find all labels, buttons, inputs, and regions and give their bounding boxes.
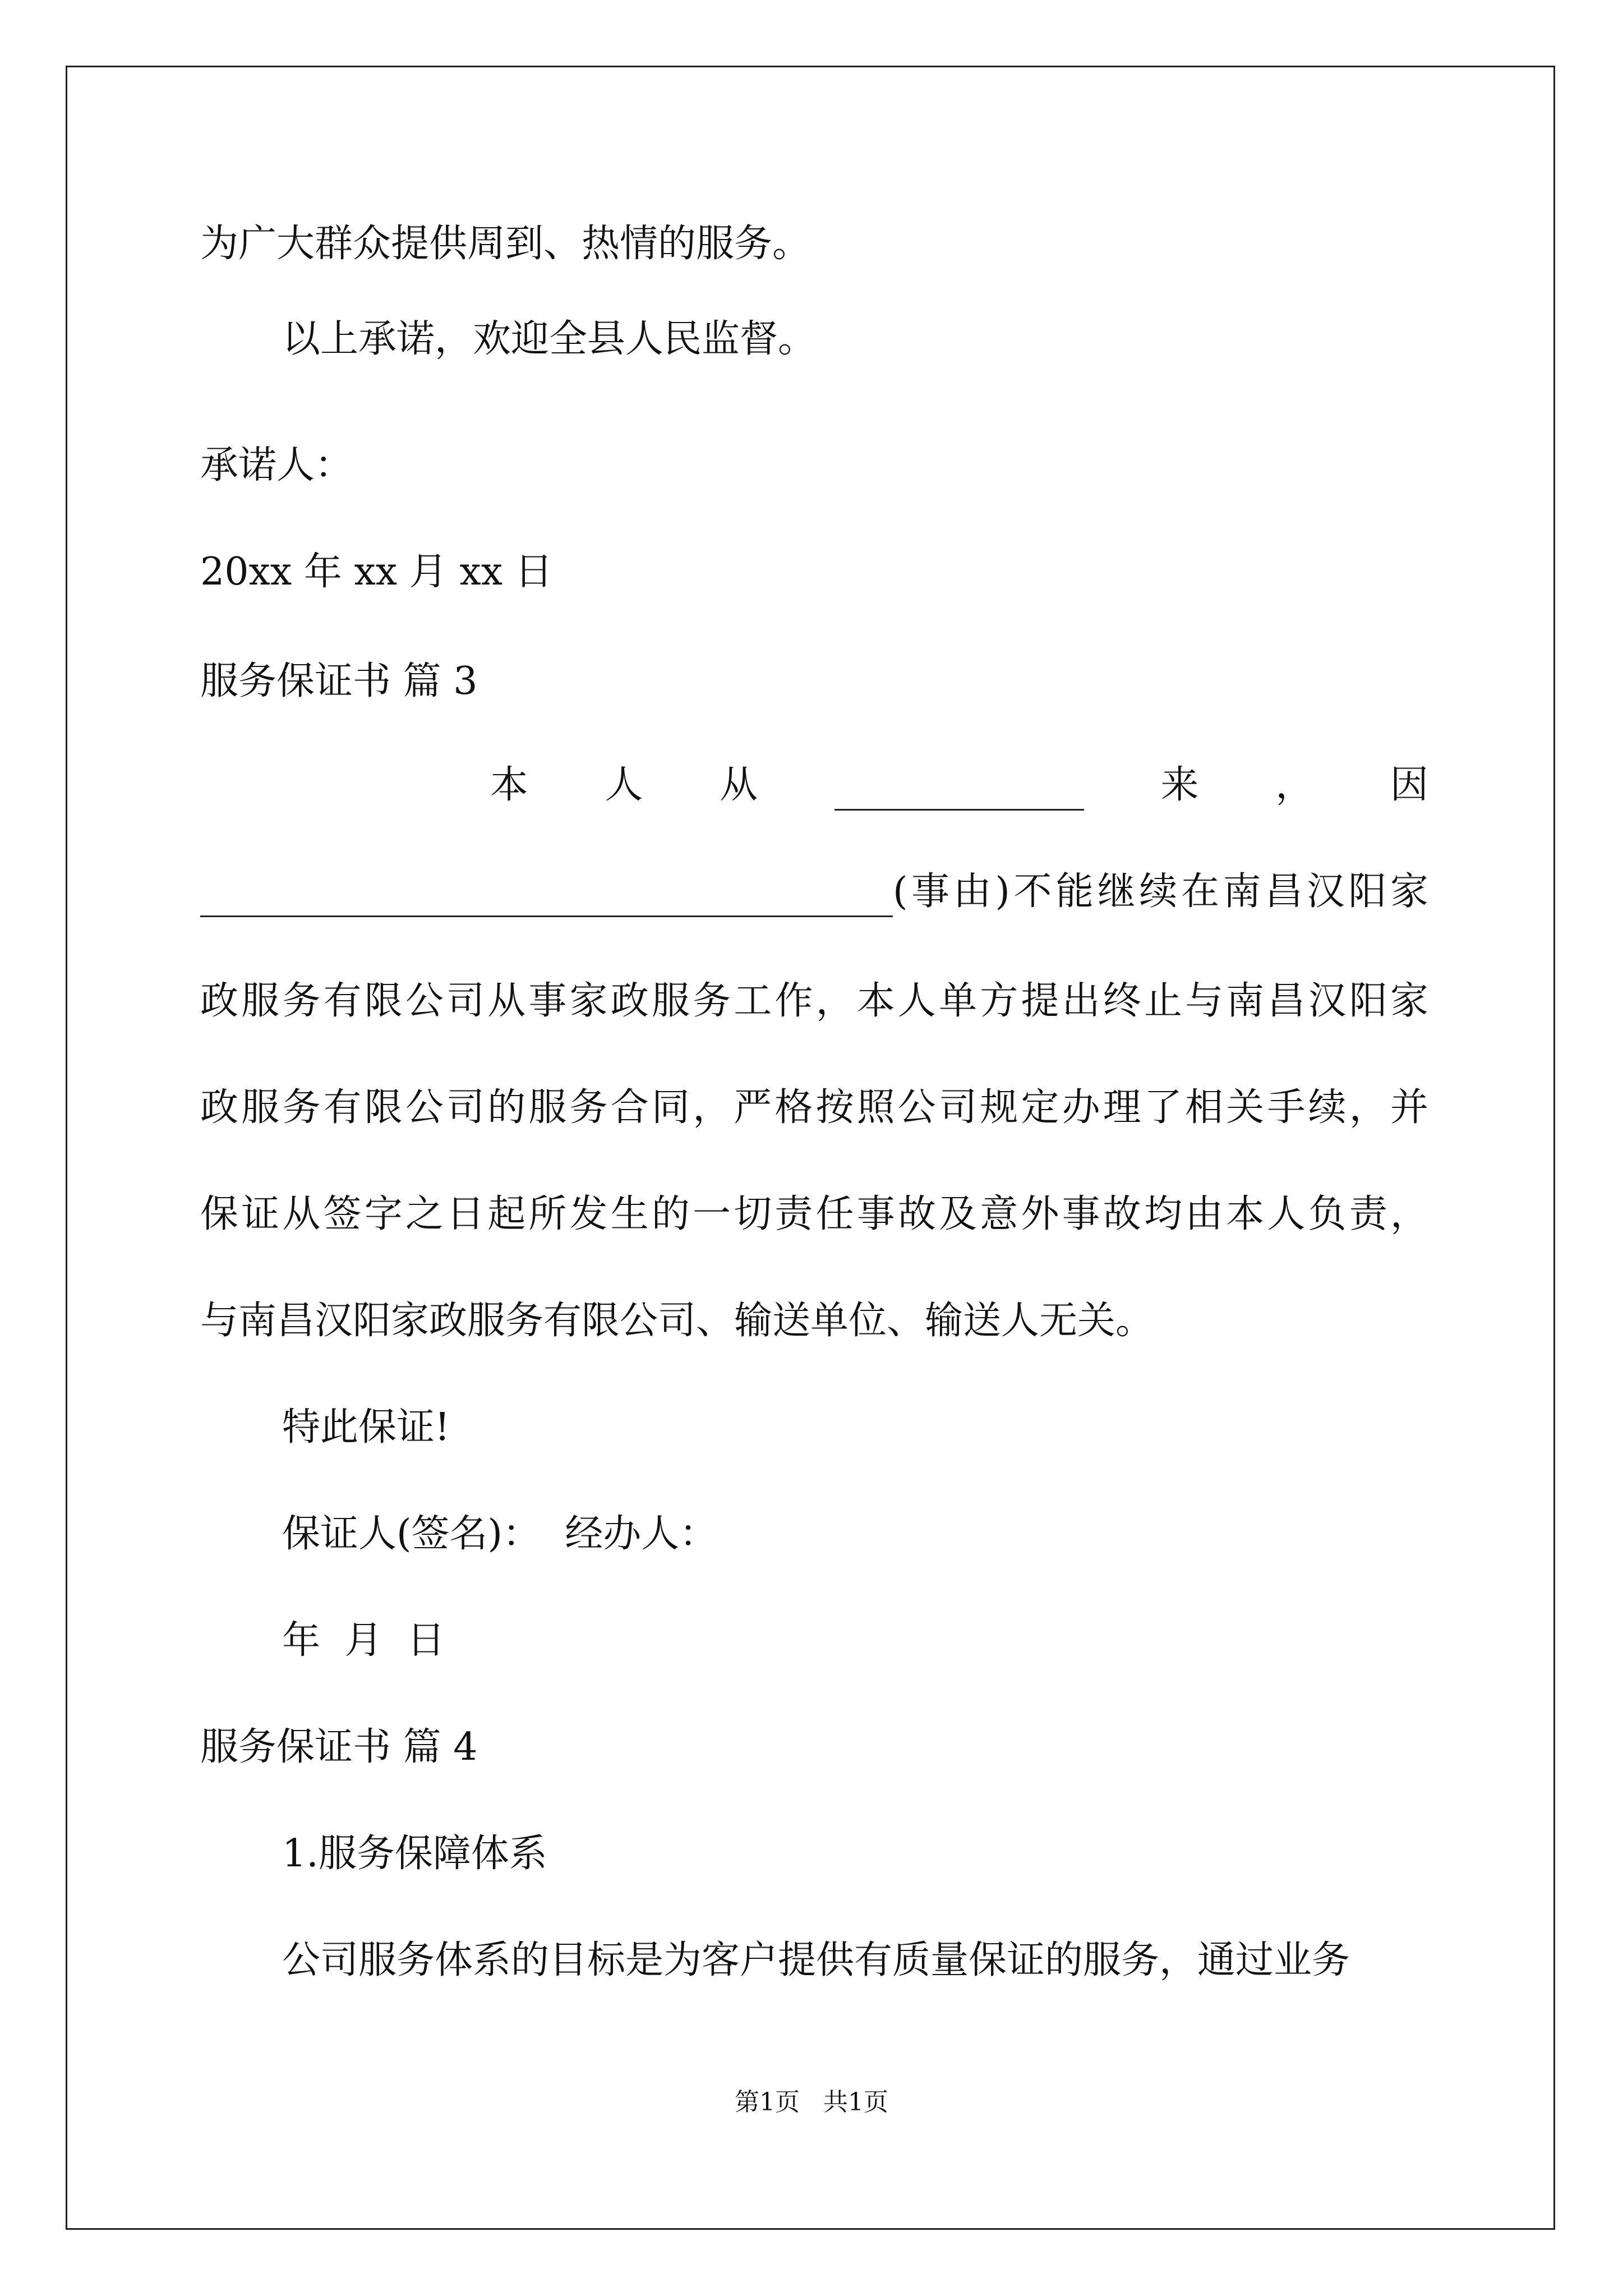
date-line: 年 月 日 bbox=[282, 1618, 445, 1663]
section-heading: 服务保证书 篇 3 bbox=[200, 659, 478, 703]
word: 从 bbox=[720, 763, 758, 807]
word: 来 bbox=[1160, 763, 1199, 807]
list-item: 1.服务保障体系 bbox=[282, 1832, 547, 1876]
pledge-line-1 bbox=[200, 760, 1428, 811]
paragraph-line: 公司服务体系的目标是为客户提供有质量保证的服务，通过业务 bbox=[282, 1938, 1350, 1982]
pledge-line-2 bbox=[200, 867, 1428, 917]
page-footer: 第1页 共1页 bbox=[735, 2088, 888, 2116]
signer-line: 保证人(签名)： 经办人： bbox=[282, 1512, 718, 1556]
reason-tail: (事由)不能继续在南昌汉阳家 bbox=[893, 869, 1428, 914]
word: 本 bbox=[490, 763, 528, 807]
paragraph-line: 保证从签字之日起所发生的一切责任事故及意外事故均由本人负责， bbox=[200, 1192, 1428, 1236]
text-line: 以上承诺，欢迎全县人民监督。 bbox=[282, 317, 817, 361]
word: 因 bbox=[1390, 763, 1428, 807]
reason-blank[interactable] bbox=[200, 883, 893, 917]
text-line: 为广大群众提供周到、热情的服务。 bbox=[200, 222, 811, 266]
paragraph-line: 与南昌汉阳家政服务有限公司、输送单位、输送人无关。 bbox=[200, 1299, 1154, 1343]
section-heading: 服务保证书 篇 4 bbox=[200, 1725, 478, 1769]
signature-label: 承诺人： bbox=[200, 443, 353, 487]
fill-in-blank[interactable] bbox=[834, 776, 1084, 811]
date-line: 20xx 年 xx 月 xx 日 bbox=[200, 550, 553, 594]
paragraph-line: 政服务有限公司的服务合同，严格按照公司规定办理了相关手续，并 bbox=[200, 1085, 1428, 1130]
paragraph-line: 政服务有限公司从事家政服务工作，本人单方提出终止与南昌汉阳家 bbox=[200, 979, 1428, 1023]
word: 人 bbox=[605, 763, 643, 807]
closing-text: 特此保证! bbox=[282, 1405, 450, 1450]
page-border bbox=[66, 66, 1555, 2230]
word: ， bbox=[1275, 763, 1314, 807]
